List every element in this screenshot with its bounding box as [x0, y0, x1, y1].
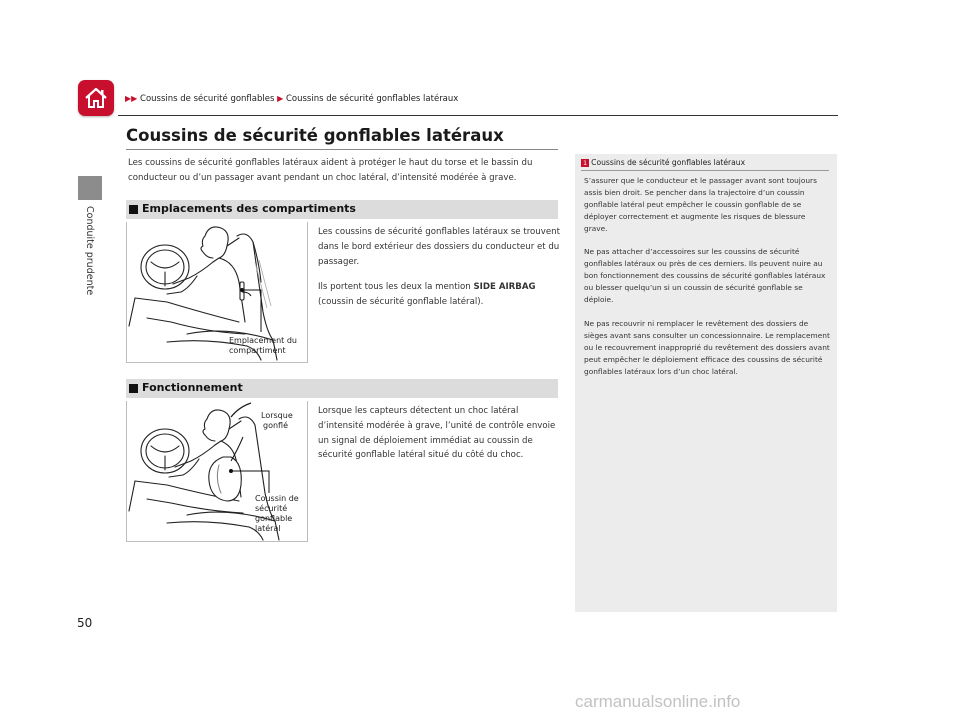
text-run: (coussin de sécurité gonflable latéral).	[318, 296, 484, 307]
compartments-paragraph-1: Les coussins de sécurité gonflables latéraux se trouvent dans le bord extérieur des dossiers du conducteur et du passager.	[318, 227, 560, 267]
home-button[interactable]	[78, 80, 114, 116]
callout-line: Emplacement du	[229, 336, 297, 345]
section-header-compartments	[126, 200, 558, 219]
chapter-tab-label: Conduite prudente	[84, 206, 95, 296]
note-title-text: Coussins de sécurité gonflables latéraux	[591, 158, 746, 167]
compartments-paragraph-2	[318, 280, 560, 310]
illustration-compartment-location	[126, 222, 308, 363]
note-paragraph: Ne pas recouvrir ni remplacer le revêtement des dossiers de sièges avant sans consulter un concessionnaire. Le remplacement ou le recouvrement inapproprié du revêtement des dossiers avant peut empêcher le déploiement efficace des coussins de sécurité gonflables latéraux lors d’un choc latéral.	[584, 319, 830, 376]
callout-line: sécurité	[255, 504, 288, 513]
callout-line: latéral	[255, 524, 281, 533]
section-header-operation	[126, 379, 558, 398]
breadcrumb-arrow-icon: ▶▶	[125, 94, 138, 103]
title-underline	[126, 149, 558, 150]
text-run: Ils portent tous les deux la mention	[318, 282, 474, 292]
operation-paragraph: Lorsque les capteurs détectent un choc latéral d’intensité modérée à grave, l’unité de contrôle envoie un signal de déploiement immédiat au coussin de sécurité gonflable latéral situé du côté du choc.	[318, 406, 556, 461]
callout-side-airbag	[255, 494, 299, 534]
watermark: carmanualsonline.info	[575, 692, 741, 711]
callout-line: Lorsque	[261, 411, 293, 420]
section-bullet-icon	[129, 205, 138, 214]
section-title: Fonctionnement	[142, 381, 243, 394]
section-title: Emplacements des compartiments	[142, 202, 356, 215]
callout-when-inflated	[261, 411, 293, 431]
intro-paragraph: Les coussins de sécurité gonflables latéraux aident à protéger le haut du torse et le bassin du conducteur ou d’un passager avant pendant un choc latéral, d’intensité modérée à grave.	[128, 158, 533, 183]
breadcrumb-link-1[interactable]: Coussins de sécurité gonflables	[140, 94, 275, 104]
note-title-rule	[581, 170, 829, 171]
breadcrumb-link-2[interactable]: Coussins de sécurité gonflables latéraux	[285, 94, 459, 104]
breadcrumb	[125, 94, 458, 104]
callout-compartment	[229, 336, 297, 356]
note-paragraph: S’assurer que le conducteur et le passager avant sont toujours assis bien droit. Se pencher dans la trajectoire d’un coussin gonflable latéral peut empêcher le coussin gonflable de se déployer correctement et augmente les risques de blessure grave.	[584, 176, 817, 233]
side-airbag-label: SIDE AIRBAG	[473, 282, 536, 292]
note-reference-icon: 1	[583, 159, 588, 167]
callout-line: Coussin de	[255, 494, 299, 503]
breadcrumb-arrow-icon: ▶	[277, 94, 284, 103]
home-icon	[83, 85, 109, 111]
section-bullet-icon	[129, 384, 138, 393]
callout-line: gonflable	[255, 514, 293, 523]
chapter-tab[interactable]	[84, 206, 100, 316]
header-rule	[118, 115, 838, 116]
page-title: Coussins de sécurité gonflables latéraux	[126, 126, 504, 145]
callout-line: gonflé	[263, 421, 289, 430]
illustration-airbag-deployed	[126, 401, 308, 542]
chapter-tab-marker	[78, 176, 102, 200]
page-number: 50	[77, 616, 93, 630]
side-note-box	[575, 154, 837, 612]
callout-line: compartiment	[229, 346, 286, 355]
note-title	[581, 158, 745, 167]
note-paragraph: Ne pas attacher d’accessoires sur les coussins de sécurité gonflables latéraux ou près de ces derniers. Ils peuvent nuire au bon fonctionnement des coussins de sécurité gonflables latéraux ou blesser quelqu’un si un coussin de sécurité gonflable se déploie.	[584, 247, 826, 304]
